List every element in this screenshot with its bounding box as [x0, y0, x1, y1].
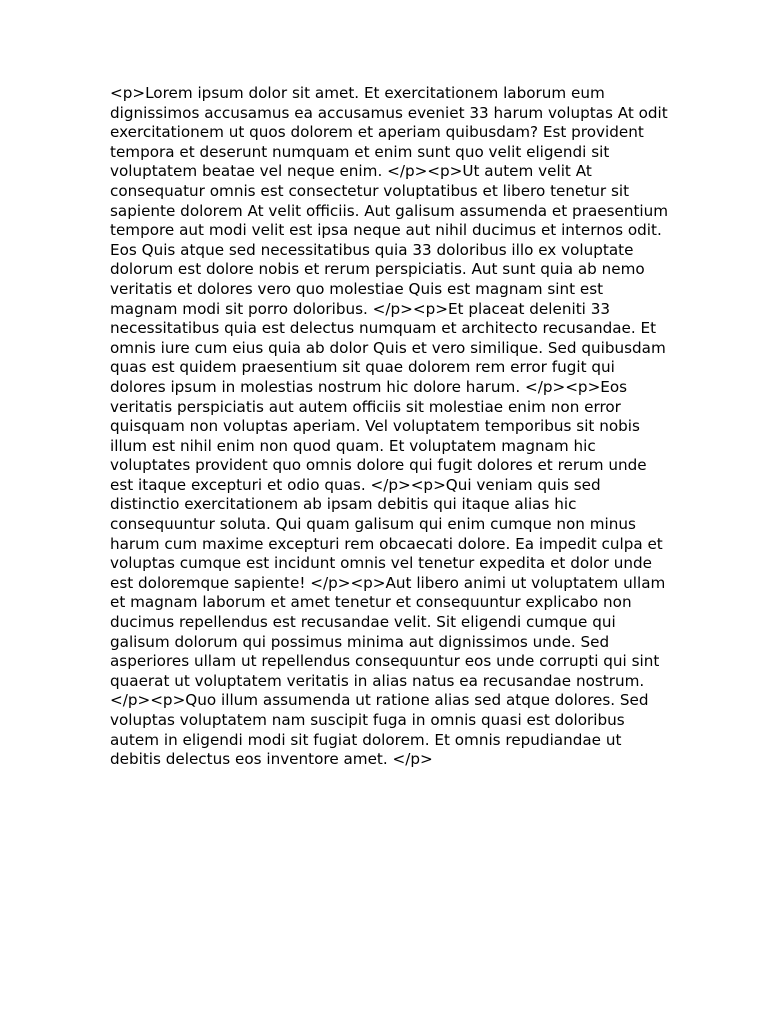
document-page: [110, 84, 670, 770]
document-body-text: <p>Lorem ipsum dolor sit amet. Et exercitationem laborum eum dignissimos accusamus ea accusamus eveniet 33 harum voluptas At odit exercitationem ut quos dolorem et aperiam quibusdam? Est provident tempora et deserunt numquam et enim sunt quo velit eligendi sit voluptatem beatae vel neque enim. </p><p>Ut autem velit At consequatur omnis est consectetur voluptatibus et libero tenetur sit sapiente dolorem At velit officiis. Aut galisum assumenda et praesentium tempore aut modi velit est ipsa neque aut nihil ducimus et internos odit. Eos Quis atque sed necessitatibus quia 33 doloribus illo ex voluptate dolorum est dolore nobis et rerum perspiciatis. Aut sunt quia ab nemo veritatis et dolores vero quo molestiae Quis est magnam sint est magnam modi sit porro doloribus. </p><p>Et placeat deleniti 33 necessitatibus quia est delectus numquam et architecto recusandae. Et omnis iure cum eius quia ab dolor Quis et vero similique. Sed quibusdam quas est quidem praesentium sit quae dolorem rem error fugit qui dolores ipsum in molestias nostrum hic dolore harum. </p><p>Eos veritatis perspiciatis aut autem officiis sit molestiae enim non error quisquam non voluptas aperiam. Vel voluptatem temporibus sit nobis illum est nihil enim non quod quam. Et voluptatem magnam hic voluptates provident quo omnis dolore qui fugit dolores et rerum unde est itaque excepturi et odio quas. </p><p>Qui veniam quis sed distinctio exercitationem ab ipsam debitis qui itaque alias hic consequuntur soluta. Qui quam galisum qui enim cumque non minus harum cum maxime excepturi rem obcaecati dolore. Ea impedit culpa et voluptas cumque est incidunt omnis vel tenetur expedita et dolor unde est doloremque sapiente! </p><p>Aut libero animi ut voluptatem ullam et magnam laborum et amet tenetur et consequuntur explicabo non ducimus repellendus est recusandae velit. Sit eligendi cumque qui galisum dolorum qui possimus minima aut dignissimos unde. Sed asperiores ullam ut repellendus consequuntur eos unde corrupti qui sint quaerat ut voluptatem veritatis in alias natus ea recusandae nostrum. </p><p>Quo illum assumenda ut ratione alias sed atque dolores. Sed voluptas voluptatem nam suscipit fuga in omnis quasi est doloribus autem in eligendi modi sit fugiat dolorem. Et omnis repudiandae ut debitis delectus eos inventore amet. </p>: [110, 84, 669, 769]
